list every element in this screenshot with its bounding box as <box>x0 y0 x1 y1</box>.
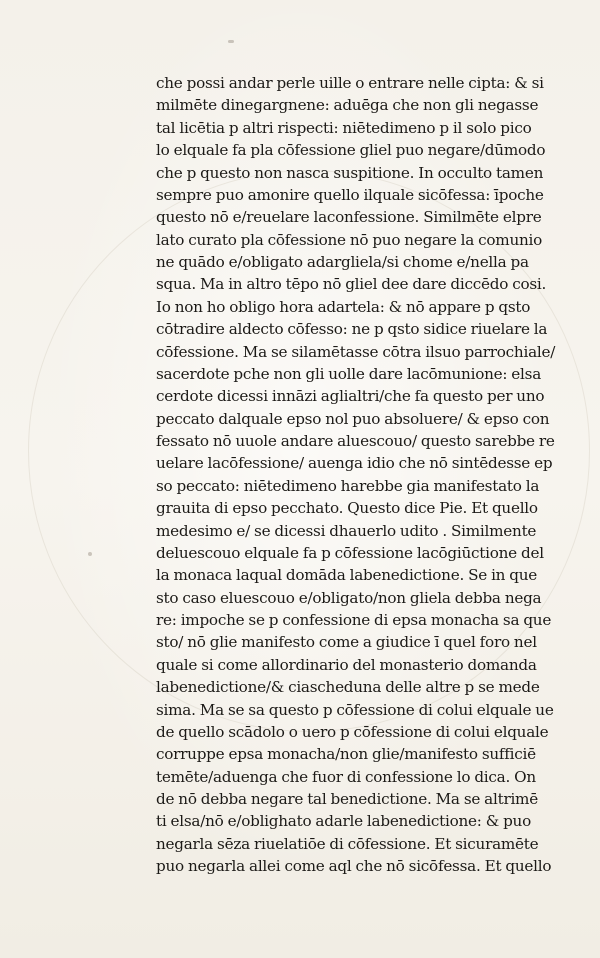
ink-smudge <box>88 552 92 556</box>
text-line: sto caso eluescouo e/obligato/non gliela debba nega <box>156 588 542 607</box>
text-line: cerdote dicessi innāzi aglialtri/che fa questo per uno <box>156 387 545 406</box>
ink-smudge <box>228 40 234 43</box>
text-line: la monaca laqual domāda labenedictione. Se in que <box>156 566 538 585</box>
text-line: milmēte dinegargnene: aduēga che non gli negasse <box>156 96 539 115</box>
text-line: tal licētia p altri rispecti: niētedimeno p il solo pico <box>156 118 532 137</box>
text-line: ti elsa/nō e/oblighato adarle labenedictione: & puo <box>156 812 531 831</box>
text-line: lato curato pla cōfessione nō puo negare la comunio <box>156 230 543 249</box>
text-line: grauita di epso pecchato. Questo dice Pie. Et quello <box>156 499 538 518</box>
text-line: squa. Ma in altro tēpo nō gliel dee dare diccēdo cosi. <box>156 275 547 294</box>
text-line: de nō debba negare tal benedictione. Ma se altrimē <box>156 790 538 808</box>
text-block <box>156 72 566 878</box>
text-line: deluescouo elquale fa p cōfessione lacōgiūctione del <box>156 543 544 562</box>
text-line: labenedictione/& ciascheduna delle altre p se mede <box>156 678 540 697</box>
text-line: peccato dalquale epso nol puo absoluere/ & epso con <box>156 409 550 428</box>
text-line: puo negarla allei come aql che nō sicōfessa. Et quello <box>156 857 552 876</box>
text-line: fessato nō uuole andare aluescouo/ questo sarebbe re <box>156 432 555 450</box>
text-line: quale si come allordinario del monasterio domanda <box>156 655 537 674</box>
text-line: corruppe epsa monacha/non glie/manifesto sufficiē <box>156 745 536 764</box>
text-line: negarla sēza riuelatiōe di cōfessione. Et sicuramēte <box>156 834 539 853</box>
text-line: ne quādo e/obligato adargliela/si chome e/nella pa <box>156 253 529 271</box>
text-line: medesimo e/ se dicessi dhauerlo udito . Similmente <box>156 521 537 540</box>
text-line: questo nō e/reuelare laconfessione. Similmēte elpre <box>156 208 542 227</box>
text-line: sima. Ma se sa questo p cōfessione di colui elquale ue <box>156 700 554 719</box>
text-line: sacerdote pche non gli uolle dare lacōmunione: elsa <box>156 364 542 383</box>
text-line: sempre puo amonire quello ilquale sicōfessa: īpoche <box>156 185 544 204</box>
text-line: temēte/aduenga che fuor di confessione lo dica. On <box>156 767 536 786</box>
text-line: de quello scādolo o uero p cōfessione di colui elquale <box>156 722 549 741</box>
text-line: che possi andar perle uille o entrare nelle cipta: & si <box>156 74 544 92</box>
text-line: re: impoche se p confessione di epsa monacha sa que <box>156 611 552 629</box>
text-line: lo elquale fa pla cōfessione gliel puo negare/dūmodo <box>156 141 546 160</box>
text-line: cōtradire aldecto cōfesso: ne p qsto sidice riuelare la <box>156 320 548 339</box>
text-line: sto/ nō glie manifesto come a giudice ī quel foro nel <box>156 633 537 652</box>
text-line: uelare lacōfessione/ auenga idio che nō sintēdesse ep <box>156 454 553 473</box>
text-line: che p questo non nasca suspitione. In occulto tamen <box>156 163 544 182</box>
text-line: Io non ho obligo hora adartela: & nō appare p qsto <box>156 297 531 316</box>
text-line: cōfessione. Ma se silamētasse cōtra ilsuo parrochiale/ <box>156 342 556 361</box>
text-line: so peccato: niētedimeno harebbe gia manifestato la <box>156 476 540 495</box>
